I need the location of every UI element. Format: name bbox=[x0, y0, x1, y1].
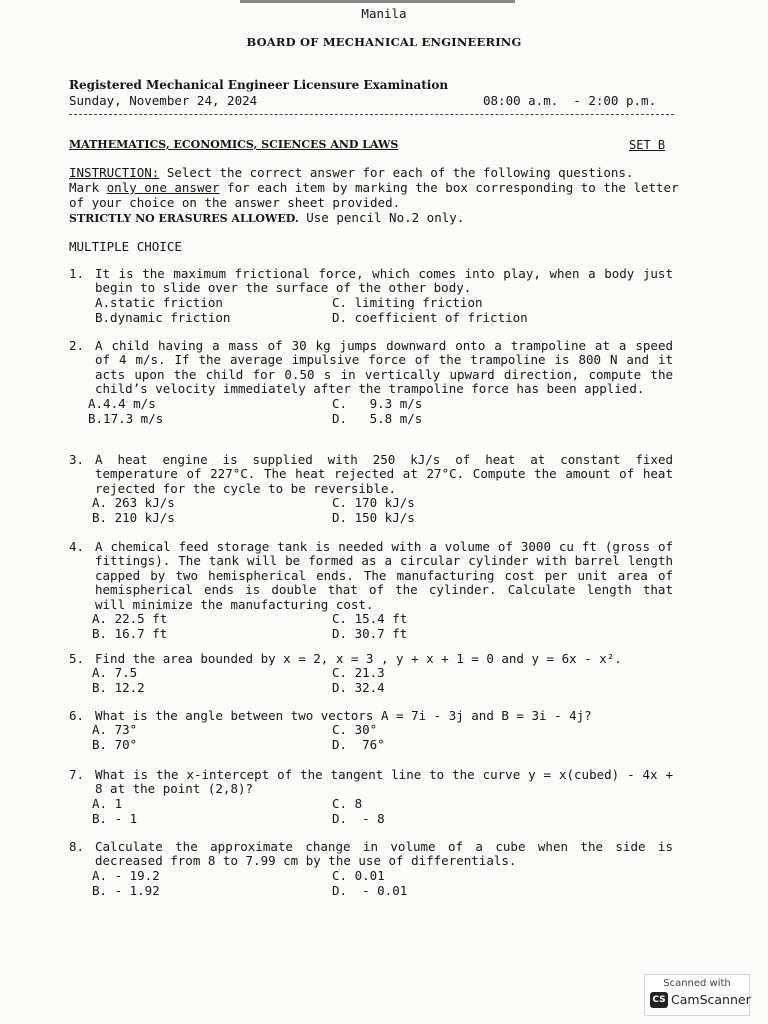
choice-c: C. 15.4 ft bbox=[332, 611, 408, 627]
choice-a: A. 1 bbox=[92, 795, 123, 811]
question-4 bbox=[69, 540, 679, 642]
choice-b: B. 210 kJ/s bbox=[92, 510, 175, 526]
question-text: What is the x-intercept of the tangent line to the curve y = x(cubed) - 4x + 8 at the point (2,8)? bbox=[95, 767, 673, 797]
choice-d: D. 76° bbox=[332, 737, 385, 753]
header-board: BOARD OF MECHANICAL ENGINEERING bbox=[246, 35, 522, 49]
instruction-strict: STRICTLY NO ERASURES ALLOWED. bbox=[69, 212, 299, 225]
choice-d: D. coefficient of friction bbox=[332, 309, 528, 325]
choice-c: C. 30° bbox=[332, 722, 378, 738]
question-number: 1. bbox=[69, 266, 85, 281]
question-number: 7. bbox=[69, 767, 85, 782]
choice-b: B. - 1.92 bbox=[92, 882, 160, 898]
exam-date: Sunday, November 24, 2024 bbox=[69, 93, 258, 108]
choice-d: D. - 0.01 bbox=[332, 882, 408, 898]
question-text: A heat engine is supplied with 250 kJ/s of heat at constant fixed temperature of 227°C. The heat rejected at 27°C. Compute the amount of heat rejected for the cycle to be reversible. bbox=[95, 452, 673, 496]
instruction-mark: Mark bbox=[69, 180, 107, 195]
camscanner-watermark bbox=[644, 974, 750, 1016]
choice-a: A. 263 kJ/s bbox=[92, 495, 175, 511]
choice-d: D. 32.4 bbox=[332, 680, 385, 696]
section-title: MULTIPLE CHOICE bbox=[69, 239, 182, 254]
instruction-line2: for each item by marking the box corresponding to the letter of your choice on the answer sheet provided. bbox=[69, 180, 679, 210]
instruction-block bbox=[69, 165, 679, 226]
question-5 bbox=[69, 652, 679, 696]
header-city: Manila bbox=[361, 6, 407, 21]
question-number: 8. bbox=[69, 839, 85, 854]
camscanner-logo-icon: CS bbox=[650, 992, 668, 1008]
instruction-only-one: only one answer bbox=[106, 180, 220, 195]
question-2 bbox=[69, 339, 679, 427]
header-divider bbox=[69, 114, 674, 115]
instruction-pencil: Use pencil No.2 only. bbox=[298, 210, 465, 225]
watermark-brand: CamScanner bbox=[671, 992, 751, 1007]
question-text: A chemical feed storage tank is needed with a volume of 3000 cu ft (gross of fittings). The tank will be formed as a circular cylinder with barrel length capped by two hemispherical ends. The manufacturing cost per unit area of hemispherical ends is double that of the cylinder. Calculate length that will minimize the manufacturing cost. bbox=[95, 539, 673, 612]
choice-a: A. 7.5 bbox=[92, 665, 138, 681]
question-8 bbox=[69, 840, 679, 899]
choice-d: D. 150 kJ/s bbox=[332, 510, 415, 526]
choice-d: D. 30.7 ft bbox=[332, 626, 408, 642]
instruction-label: INSTRUCTION: bbox=[69, 165, 160, 180]
set-label: SET B bbox=[629, 138, 666, 152]
question-number: 4. bbox=[69, 539, 85, 554]
subject-title: MATHEMATICS, ECONOMICS, SCIENCES AND LAWS bbox=[69, 138, 399, 151]
question-3 bbox=[69, 453, 679, 526]
choice-b: B. 16.7 ft bbox=[92, 626, 168, 642]
question-number: 3. bbox=[69, 452, 85, 467]
choice-a: A. - 19.2 bbox=[92, 867, 160, 883]
choice-b: B. 12.2 bbox=[92, 680, 145, 696]
choice-a: A.4.4 m/s bbox=[88, 395, 156, 411]
question-text: Calculate the approximate change in volume of a cube when the side is decreased from 8 to 7.99 cm by the use of differentials. bbox=[95, 839, 673, 869]
question-1 bbox=[69, 267, 679, 326]
question-text: Find the area bounded by x = 2, x = 3 , y + x + 1 = 0 and y = 6x - x². bbox=[95, 651, 622, 666]
choice-a: A. 22.5 ft bbox=[92, 611, 168, 627]
watermark-scanned-text: Scanned with bbox=[663, 978, 731, 989]
question-text: A child having a mass of 30 kg jumps downward onto a trampoline at a speed of 4 m/s. If the average impulsive force of the trampoline is 800 N and it acts upon the child for 0.50 s in vertically upward direction, compute the child’s velocity immediately after the trampoline force has been applied. bbox=[95, 338, 673, 397]
choice-c: C. 8 bbox=[332, 795, 363, 811]
exam-title: Registered Mechanical Engineer Licensure Examination bbox=[69, 78, 449, 92]
cropped-header-strip bbox=[240, 0, 515, 3]
instruction-line1: Select the correct answer for each of the following questions. bbox=[159, 165, 634, 180]
choice-d: D. 5.8 m/s bbox=[332, 410, 423, 426]
choice-b: B.17.3 m/s bbox=[88, 410, 164, 426]
question-7 bbox=[69, 768, 679, 827]
choice-b: B. - 1 bbox=[92, 810, 138, 826]
choice-c: C. 170 kJ/s bbox=[332, 495, 415, 511]
choice-d: D. - 8 bbox=[332, 810, 385, 826]
question-text: What is the angle between two vectors A = 7i - 3j and B = 3i - 4j? bbox=[95, 708, 592, 723]
choice-c: C. limiting friction bbox=[332, 294, 483, 310]
question-6 bbox=[69, 709, 679, 753]
choice-b: B.dynamic friction bbox=[95, 309, 231, 325]
question-number: 5. bbox=[69, 651, 85, 666]
question-number: 2. bbox=[69, 338, 85, 353]
question-number: 6. bbox=[69, 708, 85, 723]
choice-c: C. 21.3 bbox=[332, 665, 385, 681]
choice-c: C. 9.3 m/s bbox=[332, 395, 423, 411]
choice-a: A.static friction bbox=[95, 294, 223, 310]
question-text: It is the maximum frictional force, which comes into play, when a body just begin to slide over the surface of the other body. bbox=[95, 266, 673, 296]
choice-c: C. 0.01 bbox=[332, 867, 385, 883]
choice-b: B. 70° bbox=[92, 737, 138, 753]
choice-a: A. 73° bbox=[92, 722, 138, 738]
exam-time: 08:00 a.m. - 2:00 p.m. bbox=[483, 93, 657, 108]
